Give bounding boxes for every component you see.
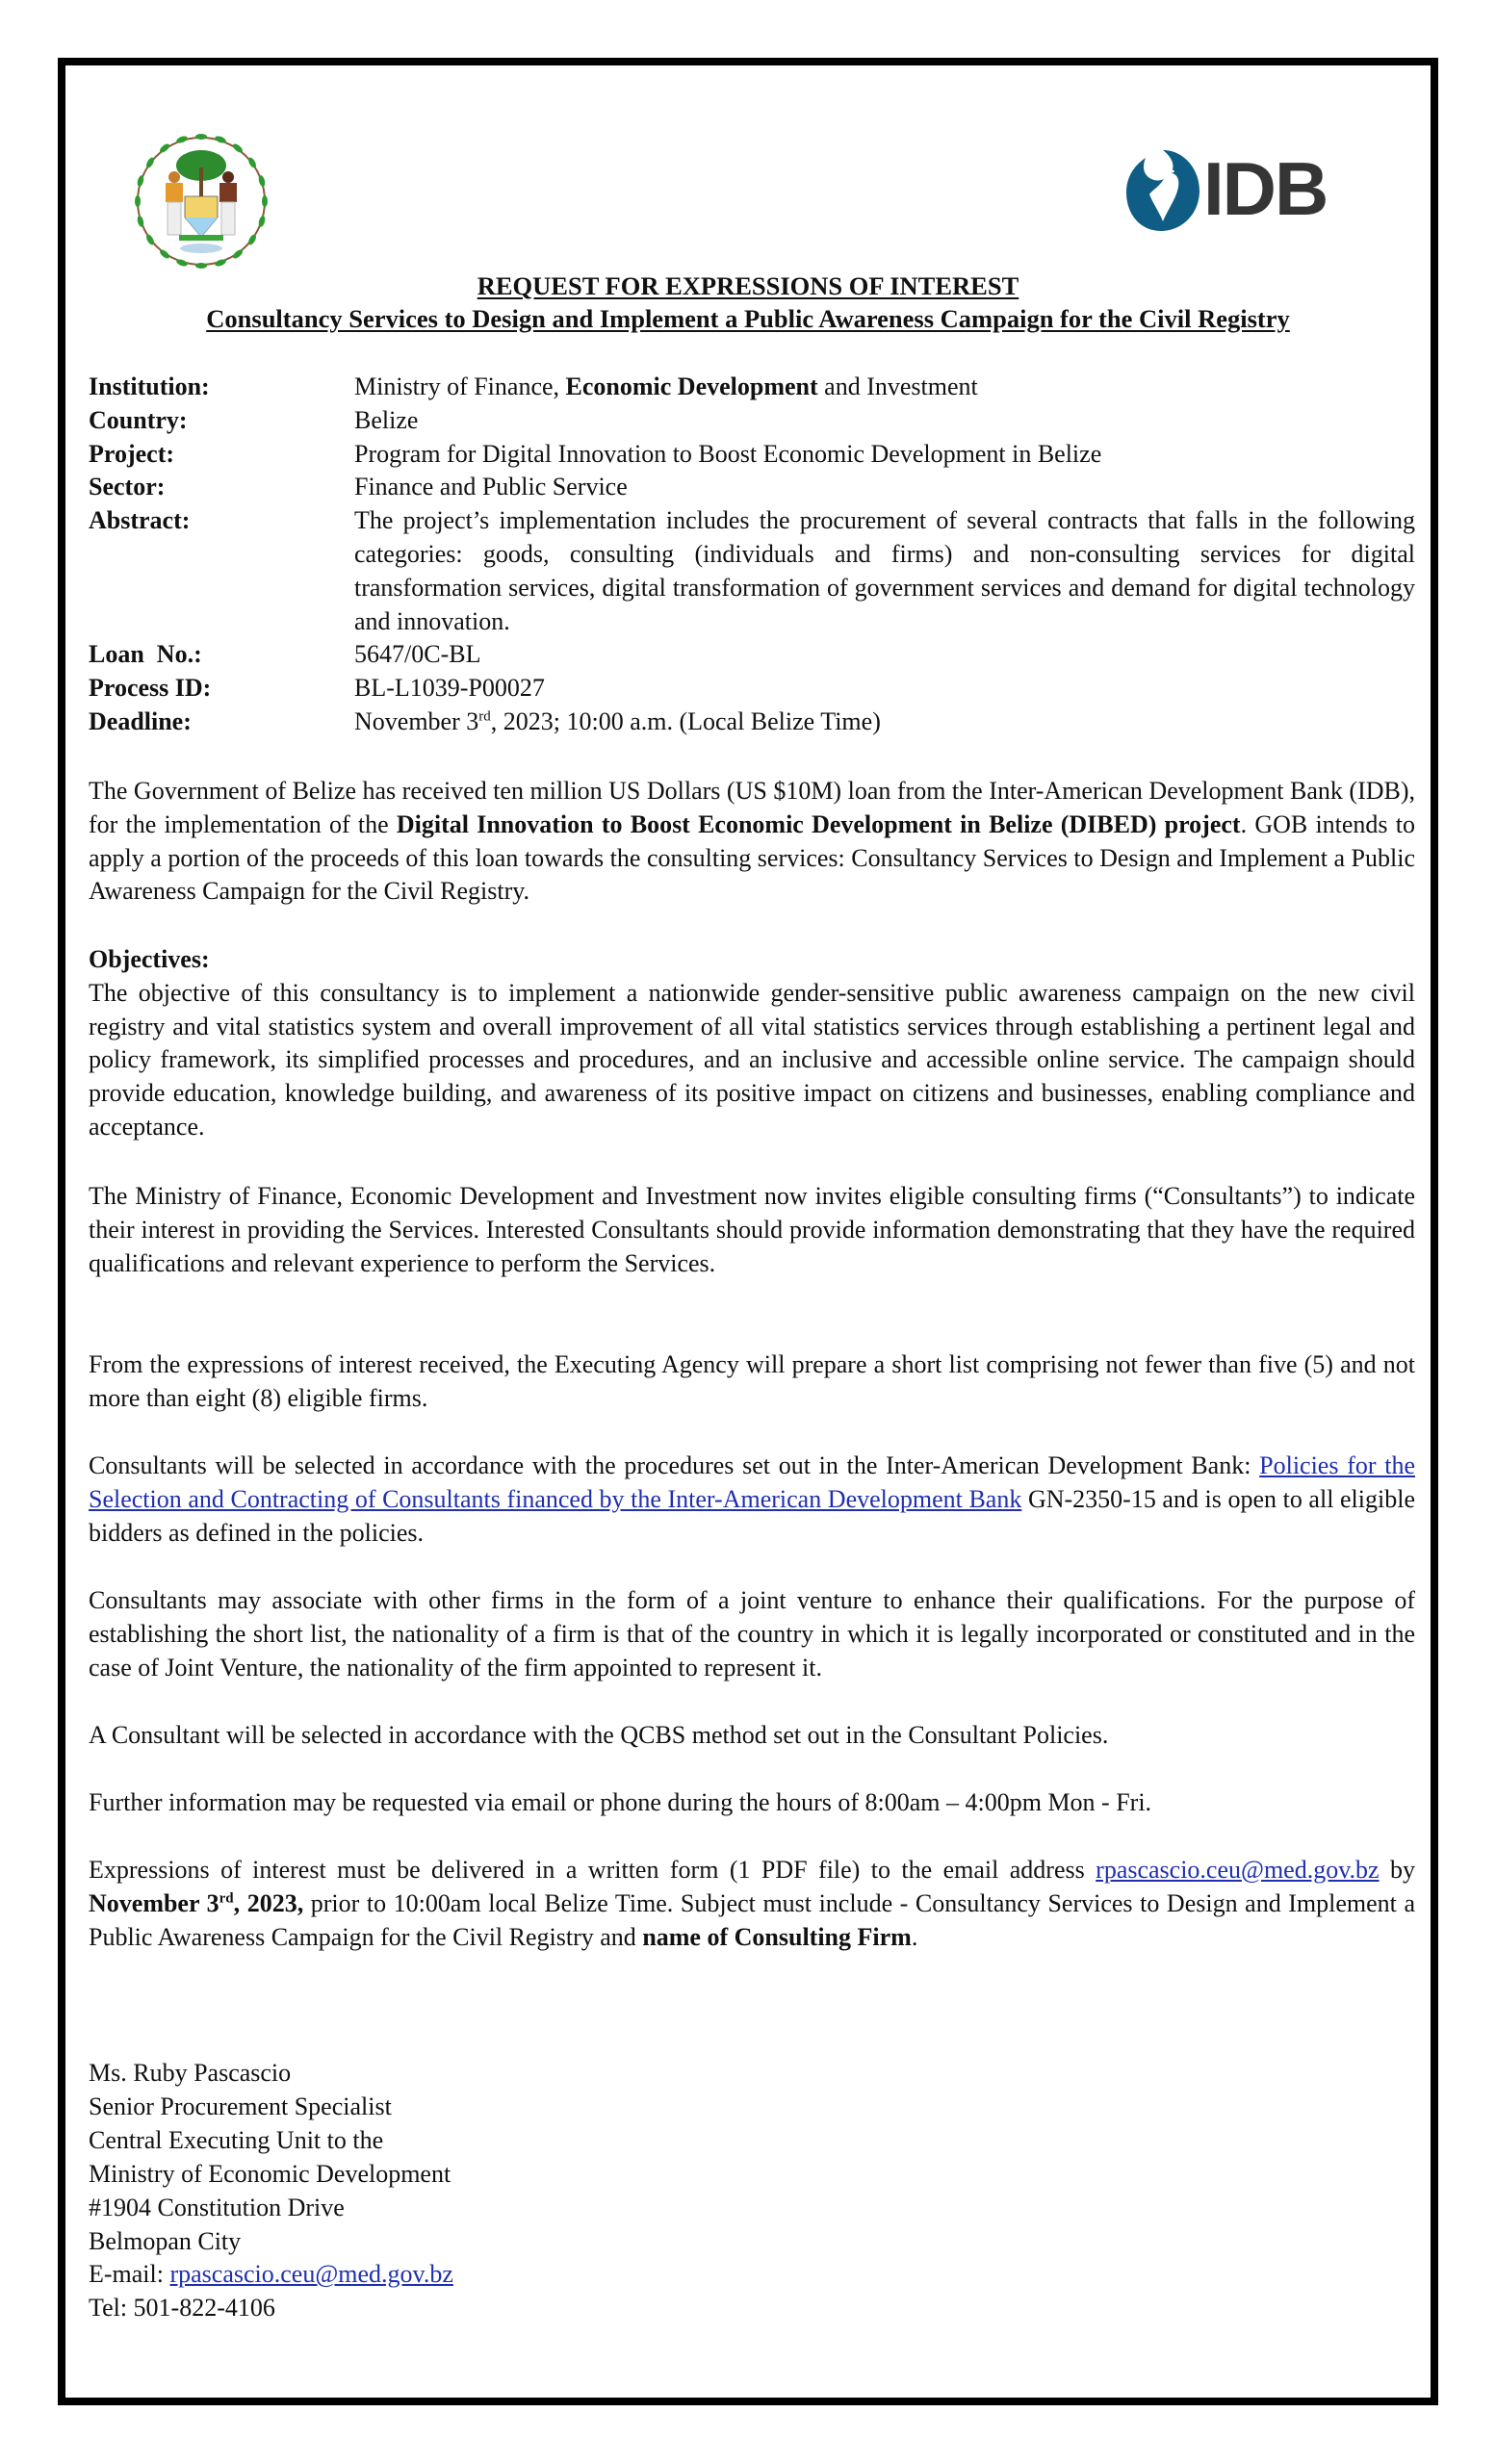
project-value: Program for Digital Innovation to Boost Economic Development in Belize [354, 439, 1102, 468]
signature-email-line [89, 2258, 453, 2292]
signature-city: Belmopan City [89, 2226, 242, 2255]
deadline-date: November 3 [354, 706, 479, 735]
institution-value-bold: Economic Development [565, 372, 818, 400]
objectives-section [89, 943, 1415, 1144]
process-value: BL-L1039-P00027 [354, 674, 545, 703]
invitation-text: The Ministry of Finance, Economic Development and Investment now invites eligible consulting firms (“Consultants”) to indicate their interest in providing the Services. Interested Consultants should provide information demonstrating that they have the required qualifications and relevant experience to perform the Services. [89, 1182, 1415, 1277]
project-label: Project: [89, 439, 175, 468]
submission-date: November 3 [89, 1888, 219, 1917]
info-row-deadline [89, 706, 1415, 739]
info-row-abstract [89, 504, 1415, 638]
deadline-ordinal: rd [478, 708, 491, 725]
deadline-value [354, 706, 1415, 739]
p1-text-end: . GOB intends to apply a portion of the proceeds of this loan towards the consulting services: Consultancy Services to Design and Implement a Public Awareness Campaign for the Civil Registry. [89, 809, 1416, 906]
signature-block [89, 2057, 453, 2325]
selection-text-end: GN-2350-15 and is open to all eligible bidders as defined in the policies. [89, 1484, 1415, 1547]
p1-text: The Government of Belize has received ten million US Dollars (US $10M) loan from the Inter-American Development Bank (IDB), for the implementation of the [89, 777, 1415, 838]
paragraph-submission [89, 1854, 1415, 1954]
institution-label: Institution: [89, 372, 210, 400]
paragraph-joint-venture [89, 1584, 1415, 1684]
paragraph-qcbs [89, 1719, 1415, 1753]
signature-tel: Tel: 501-822-4106 [89, 2294, 275, 2323]
submission-text: Expressions of interest must be delivered in a written form (1 PDF file) to the email address [89, 1856, 1096, 1884]
signature-unit: Central Executing Unit to the [89, 2125, 384, 2154]
signature-name: Ms. Ruby Pascascio [89, 2059, 292, 2087]
loan-label: Loan No.: [89, 640, 202, 669]
submission-firm-name: name of Consulting Firm [642, 1922, 912, 1951]
info-row-country [89, 404, 1415, 438]
deadline-time: , 2023; 10:00 a.m. (Local Belize Time) [490, 706, 881, 735]
abstract-value: The project’s implementation includes the procurement of several contracts that falls in the following categories: goods, consulting (individuals and firms) and non-consulting services for digital transformation services, digital transformation of government services and demand for digital technology and innovation. [354, 506, 1415, 635]
signature-ministry: Ministry of Economic Development [89, 2159, 451, 2188]
institution-value-text-end: and Investment [817, 372, 978, 400]
submission-subject-text: prior to 10:00am local Belize Time. Subject must include - Consultancy Services to Design and Implement a Public Awareness Campaign for the Civil Registry and [89, 1888, 1416, 1951]
info-row-loan [89, 638, 1415, 672]
sector-value: Finance and Public Service [354, 473, 628, 501]
belize-coat-of-arms-icon [129, 129, 273, 273]
submission-year: , 2023, [233, 1888, 304, 1917]
info-table [89, 371, 1415, 739]
country-label: Country: [89, 405, 188, 434]
shortlist-text: From the expressions of interest received, the Executing Agency will prepare a short list comprising not fewer than five (5) and not more than eight (8) eligible firms. [89, 1350, 1415, 1412]
signature-title: Senior Procurement Specialist [89, 2092, 392, 2120]
p1-project-name: Digital Innovation to Boost Economic Development in Belize (DIBED) project [396, 809, 1241, 838]
further-info-text: Further information may be requested via email or phone during the hours of 8:00am – 4:00pm Mon - Fri. [89, 1788, 1152, 1816]
process-label: Process ID: [89, 674, 212, 703]
objectives-heading: Objectives: [89, 945, 210, 973]
page-subtitle: Consultancy Services to Design and Implement a Public Awareness Campaign for the Civil Registry [206, 304, 1290, 333]
idb-globe-icon [1124, 144, 1201, 236]
sector-label: Sector: [89, 473, 166, 501]
paragraph-selection-policies [89, 1450, 1415, 1550]
submission-period: . [911, 1922, 918, 1951]
loan-value: 5647/0C-BL [354, 640, 481, 669]
info-row-process [89, 672, 1415, 706]
institution-value [354, 371, 1415, 404]
objectives-text: The objective of this consultancy is to implement a nationwide gender-sensitive public awareness campaign on the new civil registry and vital statistics system and overall improvement of all vital statistics services through establishing a pertinent legal and policy framework, its simplified processes and procedures, and an inclusive and accessible online service. The campaign should provide education, knowledge building, and awareness of its positive impact on citizens and businesses, enabling compliance and acceptance. [89, 978, 1415, 1141]
selection-text: Consultants will be selected in accordance with the procedures set out in the Inter-American Development Bank: [89, 1451, 1260, 1479]
qcbs-text: A Consultant will be selected in accordance with the QCBS method set out in the Consultant Policies. [89, 1721, 1109, 1749]
idb-logo [1124, 144, 1360, 236]
submission-deadline [89, 1889, 303, 1917]
info-row-project [89, 438, 1415, 472]
paragraph-loan-intro [89, 775, 1415, 909]
joint-venture-text: Consultants may associate with other firms in the form of a joint venture to enhance their qualifications. For the purpose of establishing the short list, the nationality of a firm is that of the country in which it is legally incorporated or constituted and in the case of Joint Venture, the nationality of the firm appointed to represent it. [89, 1586, 1415, 1681]
info-row-institution [89, 371, 1415, 404]
submission-ordinal: rd [219, 1890, 234, 1907]
idb-wordmark: IDB [1203, 146, 1328, 231]
signature-email-link[interactable]: rpascascio.ceu@med.gov.bz [169, 2260, 453, 2289]
policies-link[interactable]: Policies for the Selection and Contracting of Consultants financed by the Inter-American Development Bank [89, 1451, 1415, 1513]
abstract-label: Abstract: [89, 506, 191, 535]
country-value: Belize [354, 405, 419, 434]
submission-email-link[interactable]: rpascascio.ceu@med.gov.bz [1096, 1856, 1380, 1884]
paragraph-further-info [89, 1786, 1415, 1820]
institution-value-text: Ministry of Finance, [354, 372, 566, 400]
paragraph-shortlist [89, 1348, 1415, 1416]
submission-by: by [1379, 1856, 1415, 1884]
page-title: REQUEST FOR EXPRESSIONS OF INTEREST [477, 271, 1019, 300]
paragraph-invitation [89, 1180, 1415, 1280]
email-label: E-mail: [89, 2260, 170, 2289]
signature-address: #1904 Constitution Drive [89, 2193, 345, 2221]
info-row-sector [89, 471, 1415, 504]
deadline-label: Deadline: [89, 706, 192, 735]
